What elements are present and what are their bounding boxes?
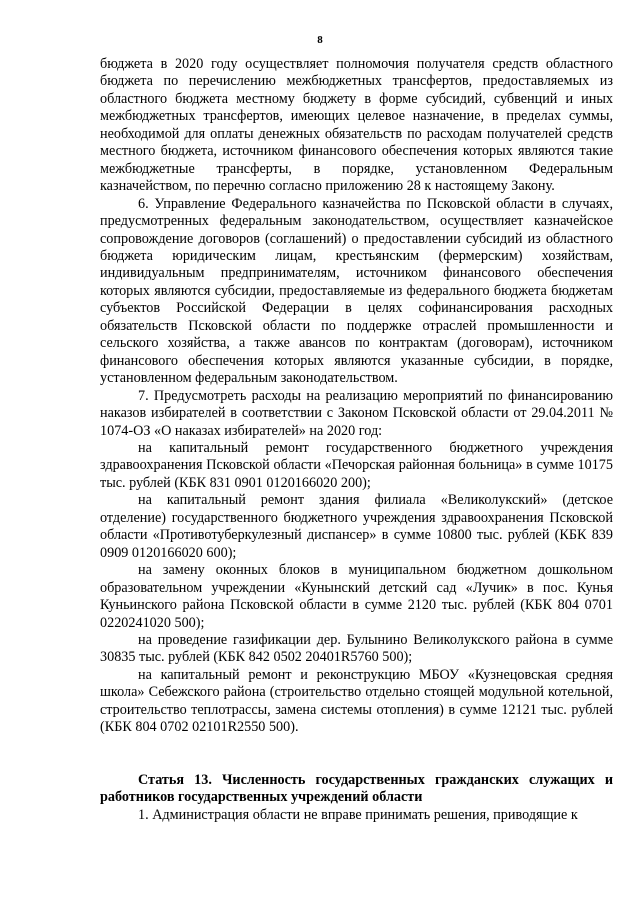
list-item: на проведение газификации дер. Булынино Великолукского района в сумме 30835 тыс. рублей (КБК 842 0502 20401R5760 500); [100,631,613,666]
paragraph-6: 6. Управление Федерального казначейства по Псковской области в случаях, предусмотренных федеральным законодательством, осуществляет казначейское сопровождение договоров (соглашений) о предоставлении субсидий из областного бюджета юридическим лицам, крестьянским (фермерским) хозяйствам, индивидуальным предпринимателям, источником финансового обеспечения которых являются субсидии, предоставляемые из федерального бюджета бюджетам субъектов Российской Федерации в целях софинансирования расходных обязательств Псковской области по поддержке отраслей промышленности и сельского хозяйства, а также авансов по контрактам (договорам), источником финансового обеспечения которых являются указанные субсидии, в порядке, установленном федеральным законодательством. [100,195,613,387]
paragraph-intro: бюджета в 2020 году осуществляет полномочия получателя средств областного бюджета по перечислению межбюджетных трансфертов, предоставляемых из областного бюджета местному бюджету в форме субсидий, субвенций и иных межбюджетных трансфертов, имеющих целевое назначение, в пределах суммы, необходимой для оплаты денежных обязательств по расходам получателей средств местного бюджета, источником финансового обеспечения которых являются такие межбюджетные трансферты, в порядке, установленном Федеральным казначейством, по перечню согласно приложению 28 к настоящему Закону. [100,56,613,195]
document-body [100,56,613,824]
article-13-paragraph-1: 1. Администрация области не вправе принимать решения, приводящие к [138,806,578,823]
list-item: на капитальный ремонт государственного бюджетного учреждения здравоохранения Псковской области «Печорская районная больница» в сумме 10175 тыс. рублей (КБК 831 0901 0120166020 200); [100,439,613,491]
list-item: на капитальный ремонт и реконструкцию МБОУ «Кузнецовская средняя школа» Себежского района (строительство отдельно стоящей модульной котельной, строительство теплотрассы, замена системы отопления) в сумме 12121 тыс. рублей (КБК 804 0702 02101R2550 500). [100,666,613,736]
section-spacer [100,737,613,772]
page-number: 8 [317,34,323,46]
paragraph-7: 7. Предусмотреть расходы на реализацию мероприятий по финансированию наказов избирателей в соответствии с Законом Псковской области от 29.04.2011 № 1074-ОЗ «О наказах избирателей» на 2020 год: [100,387,613,439]
list-item: на замену оконных блоков в муниципальном бюджетном дошкольном образовательном учреждении «Кунынский детский сад «Лучик» в пос. Кунья Куньинского района Псковской области в сумме 2120 тыс. рублей (КБК 804 0701 0220241020 500); [100,562,613,631]
list-item: на капитальный ремонт здания филиала «Великолукский» (детское отделение) государственного бюджетного учреждения здравоохранения Псковской области «Противотуберкулезный диспансер» в сумме 10800 тыс. рублей (КБК 839 0909 0120166020 600); [100,492,613,561]
article-13-title: Статья 13. Численность государственных гражданских служащих и работников государственных учреждений области [100,771,613,806]
